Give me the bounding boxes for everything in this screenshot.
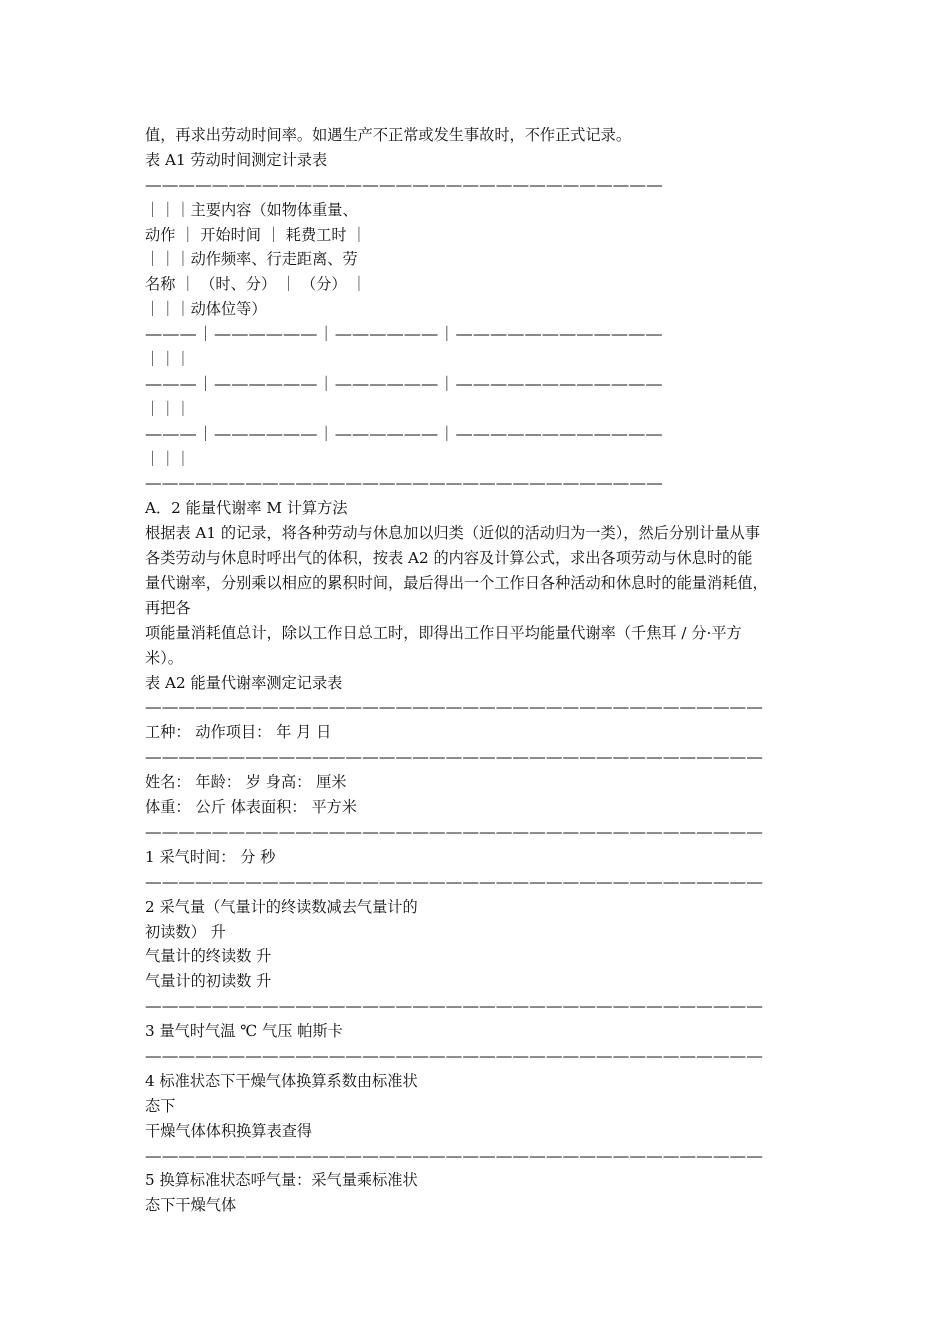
text-line: 再把各	[145, 598, 191, 617]
table-rule-line: ———｜——————｜——————｜————————————	[145, 374, 663, 393]
table-rule-line: ———｜——————｜——————｜————————————	[145, 424, 663, 443]
text-line: 初读数） 升	[145, 922, 226, 941]
text-line: 态下	[145, 1096, 176, 1115]
text-line: 2 采气量（气量计的终读数减去气量计的	[145, 897, 418, 916]
table-rule-line: ———————————————————————————————	[145, 474, 663, 493]
table-rule-line: —————————————————————————————————————	[145, 997, 763, 1016]
text-line: 4 标准状态下干燥气体换算系数由标准状	[145, 1071, 418, 1090]
table-rule-line: —————————————————————————————————————	[145, 698, 763, 717]
text-line: ｜｜｜	[145, 350, 191, 369]
table-rule-line: —————————————————————————————————————	[145, 748, 763, 767]
table-rule-line: —————————————————————————————————————	[145, 1046, 763, 1065]
text-line: 各类劳动与休息时呼出气的体积，按表 A2 的内容及计算公式，求出各项劳动与休息时的能	[145, 549, 753, 568]
text-line: 干燥气体体积换算表查得	[145, 1121, 313, 1140]
text-line: ｜｜｜	[145, 399, 191, 418]
text-line: 体重： 公斤 体表面积： 平方米	[145, 798, 357, 817]
table-rule-line: —————————————————————————————————————	[145, 822, 763, 841]
text-line: 项能量消耗值总计，除以工作日总工时，即得出工作日平均能量代谢率（千焦耳 / 分·平方	[145, 623, 742, 642]
text-line: 5 换算标准状态呼气量：采气量乘标准状	[145, 1171, 418, 1190]
text-line: ｜｜｜主要内容（如物体重量、	[145, 200, 358, 219]
text-line: ｜｜｜	[145, 449, 191, 468]
text-line: 表 A2 能量代谢率测定记录表	[145, 673, 343, 692]
text-line: ｜｜｜动作频率、行走距离、劳	[145, 250, 358, 269]
text-line: 根据表 A1 的记录，将各种劳动与休息加以归类（近似的活动归为一类），然后分别计量从事	[145, 524, 760, 543]
text-line: 动作 ｜ 开始时间 ｜ 耗费工时 ｜	[145, 225, 367, 244]
text-line: 量代谢率，分别乘以相应的累积时间，最后得出一个工作日各种活动和休息时的能量消耗值，	[145, 574, 768, 593]
table-rule-line: —————————————————————————————————————	[145, 1146, 763, 1165]
text-line: 表 A1 劳动时间测定计录表	[145, 150, 328, 169]
text-line: 3 量气时气温 ℃ 气压 帕斯卡	[145, 1022, 343, 1041]
text-line: A．2 能量代谢率 M 计算方法	[145, 499, 348, 518]
text-line: 态下干燥气体	[145, 1196, 237, 1215]
text-line: 值，再求出劳动时间率。如遇生产不正常或发生事故时，不作正式记录。	[145, 126, 631, 144]
table-rule-line: —————————————————————————————————————	[145, 872, 763, 891]
text-line: 姓名： 年龄： 岁 身高： 厘米	[145, 773, 347, 792]
document-body	[145, 123, 825, 1218]
text-line: 1 采气时间： 分 秒	[145, 847, 276, 866]
text-line: 米）。	[145, 648, 183, 667]
text-line: ｜｜｜动体位等）	[145, 300, 267, 319]
text-line: 气量计的终读数 升	[145, 947, 272, 966]
text-line: 气量计的初读数 升	[145, 972, 272, 991]
text-line: 工种： 动作项目： 年 月 日	[145, 723, 332, 742]
table-rule-line: ———｜——————｜——————｜————————————	[145, 325, 663, 344]
text-line: 名称 ｜ （时、分） ｜ （分） ｜	[145, 275, 367, 294]
table-rule-line: ———————————————————————————————	[145, 175, 663, 194]
